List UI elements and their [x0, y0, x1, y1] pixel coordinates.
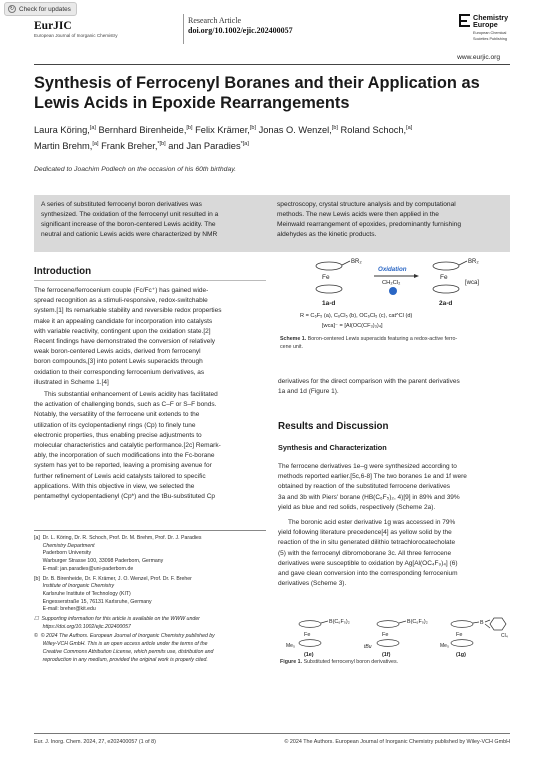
author-line [34, 121, 510, 137]
text-line: The boronic acid ester derivative 1g was accessed in 79% [288, 519, 456, 526]
figure-1-caption [280, 659, 512, 667]
cp-ring-top [433, 262, 459, 270]
wca-label: [wca] [465, 280, 480, 286]
author-name: Roland Schoch, [337, 125, 407, 136]
header-rule [34, 64, 510, 65]
text-line: spread recognition as a stimuli-responsive, redox-switchable [34, 297, 208, 305]
cp-ring-top [316, 262, 342, 270]
text-line: yield as blue and red solids, respectively (Scheme 2a). [278, 503, 436, 511]
footer-copyright: © 2024 The Authors. European Journal of Inorganic Chemistry published by Wiley-VCH GmbH [284, 739, 510, 745]
author-affiliation-mark: *[b] [157, 141, 166, 148]
fe-label: Fe [440, 274, 448, 281]
affiliation-block [34, 576, 274, 615]
text-line: 1a and 1d (Figure 1). [278, 388, 339, 396]
author-name: and Jan Paradies [165, 141, 241, 152]
affiliation-line: https://doi.org/10.1002/ejic.202400057 [34, 623, 131, 630]
arrow-head [414, 274, 419, 278]
affiliation-line: Chemistry Department [34, 542, 95, 549]
affiliation-line: © © 2024 The Authors. European Journal of Inorganic Chemistry published by [34, 633, 215, 640]
fe-label: Fe [322, 274, 330, 281]
affiliation-rule [34, 530, 266, 531]
scheme-caption-text: cene unit. [280, 343, 303, 350]
molecule-1e [286, 619, 350, 657]
journal-abbrev: EurJIC [34, 20, 72, 32]
compound-label-right: 2a-d [439, 300, 453, 307]
text-line: (5) with the ferrocenyl dibromoborane 3c. All three ferrocene [278, 549, 452, 557]
figure-1-caption-label: Figure 1. [280, 659, 303, 665]
molecule-1f [364, 619, 428, 657]
text-line: 3a and 3b with Piers' borane (HB(C₆F₅)₂, 4)[9] in 89% and 39% [278, 493, 460, 501]
affiliation-line: Karlsruhe Institute of Technology (KIT) [34, 590, 131, 597]
author-affiliation-mark: [a] [406, 125, 413, 131]
results-paragraph-1 [278, 462, 510, 513]
cl4-label: Cl₄ [501, 633, 508, 639]
scheme-1-graphic [286, 254, 510, 342]
text-line: derivatives (Scheme 3). [278, 580, 347, 588]
text-line: derivatives were susceptible to oxidation by Ag[Al(OC₄F₉)₄] (6) [278, 559, 458, 567]
affiliation-block [34, 616, 274, 631]
electron-icon [389, 287, 397, 295]
author-name: Felix Krämer, [192, 125, 250, 136]
article-title [34, 74, 510, 113]
label-1f: (1f) [382, 652, 391, 657]
text-line: system.[1] Its remarkable stability and reversible redox properties [34, 307, 222, 315]
text-line: Notably, the versatility of the ferrocene unit extends to the [34, 411, 200, 419]
affiliation-block [34, 535, 274, 574]
affiliation-block [34, 633, 274, 664]
affiliation-line: [a] Dr. L. Köring, Dr. R. Schoch, Prof. Dr. M. Brehm, Prof. Dr. J. Paradies [34, 535, 202, 541]
publisher-name-line2: Europe [473, 20, 498, 30]
affiliation-line: Wiley-VCH GmbH. This is an open access article under the terms of the [34, 641, 208, 648]
text-line: yield following literature precedence[4] as yellow solid by the [278, 529, 452, 537]
r-group-line: R = C₆F₅ (a), C₆Cl₅ (b), OC₆Cl₅ (c), cat^Cl (d) [300, 313, 413, 319]
affiliation-line: reproduction in any medium, provided the original work is properly cited. [34, 656, 208, 663]
compound-label-left: 1a-d [322, 300, 336, 307]
abstract-line: neutral and cationic Lewis acids were characterized by NMR [41, 231, 218, 239]
publisher-name-line1: Chemistry [473, 13, 509, 22]
title-line: Synthesis of Ferrocenyl Boranes and their Application as [34, 74, 480, 92]
intro-paragraph-1 [34, 286, 266, 388]
author-name: Martin Brehm, [34, 141, 93, 152]
abstract-line: A series of substituted ferrocenyl boron derivatives was [41, 201, 202, 208]
text-line: molecular characteristics and catalytic performance.[2c] Remark- [34, 442, 221, 450]
label-1e: (1e) [304, 652, 314, 657]
article-doi-link[interactable]: doi.org/10.1002/ejic.202400057 [188, 26, 293, 35]
text-line: reaction of the in situ generated dilithio tetrachlorocatecholate [278, 539, 456, 547]
abstract-line: synthesized. The oxidation of the ferrocenyl unit resulted in a [41, 211, 219, 219]
boron-label: B [480, 620, 484, 626]
figure-1 [280, 617, 512, 671]
dedication: Dedicated to Joachim Podlech on the occasion of his 60th birthday. [34, 166, 237, 173]
chemistry-europe-icon [459, 14, 470, 27]
br2-label: BR₂ [351, 259, 362, 265]
scheme-1 [280, 254, 510, 372]
affiliation-line: Warburger Strasse 100, 33098 Paderborn, Germany [34, 558, 164, 565]
text-line: applications. With this objective in view, we selected the [34, 482, 195, 490]
affiliation-line: E-mail: breher@kit.edu [34, 606, 96, 613]
results-paragraph-2 [278, 518, 510, 589]
figure-1-caption-text: Substituted ferrocenyl boron derivatives. [303, 659, 399, 665]
text-line: and gave clean conversion into the corresponding ferrocenium [278, 570, 458, 578]
author-affiliation-mark: [a] [89, 125, 96, 131]
footer-citation: Eur. J. Inorg. Chem. 2024, 27, e202400057 (1 of 8) [34, 739, 156, 745]
fe-label: Fe [304, 632, 311, 638]
figure-1-graphic [280, 617, 512, 657]
text-line: further refinement of Lewis acid catalysts tailored to specific [34, 472, 206, 480]
affiliation-line: ☐ Supporting information for this article is available on the WWW under [34, 616, 200, 623]
intro-paragraph-2 [34, 390, 266, 502]
author-list [34, 121, 510, 153]
text-line: pentamethyl cyclopentadienyl (Cp*) and the tBu-substituted Cp [34, 493, 216, 501]
text-line: derivatives for the direct comparison with the parent derivatives [278, 378, 460, 385]
check-updates-label: Check for updates [19, 5, 71, 13]
abstract-line: Meinwald rearrangement of epoxides, predominantly furnishing [277, 221, 461, 229]
cp-ring-bottom [316, 285, 342, 293]
footer-rule [34, 733, 510, 734]
text-line: boron compounds,[3] into potent Lewis superacids through [34, 358, 203, 366]
abstract-box [34, 195, 510, 252]
wca-definition: [wca]⁻ = [Al(OC(CF₃)₃)₄] [322, 323, 383, 329]
publisher-sub-line1: European Chemical [473, 30, 507, 35]
label-1g: (1g) [456, 652, 466, 657]
results-heading: Results and Discussion [278, 421, 389, 432]
author-line [34, 137, 510, 153]
publisher-logo [459, 14, 508, 42]
text-line: The ferrocene derivatives 1e–g were synthesized according to [278, 463, 457, 470]
me5-label: Me₅ [286, 643, 295, 649]
journal-full-name: European Journal of Inorganic Chemistry [34, 33, 118, 38]
introduction-heading: Introduction [34, 266, 92, 277]
abstract-left-column [41, 200, 267, 240]
text-line: ably, the incorporation of such modifications into the Fc-borane [34, 452, 215, 460]
author-affiliation-mark: [a] [92, 141, 99, 148]
abstract-line: aldehydes as the kinetic products. [277, 231, 377, 239]
right-paragraph-continued [278, 377, 510, 397]
author-name: Jonas O. Wenzel, [256, 125, 332, 136]
header-divider [183, 14, 184, 44]
abstract-line: significant increase of the boron-centered Lewis acidity. The [41, 221, 216, 229]
text-line: methods reported earlier.[5c,6-8] The two boranes 1e and 1f were [278, 473, 467, 481]
affiliation-line: Creative Commons Attribution License, which permits use, distribution and [34, 648, 214, 655]
molecule-1g [440, 618, 508, 657]
b-c6f5-label: B(C₆F₅)₂ [329, 619, 350, 625]
text-line: This substantial enhancement of Lewis acidity has facilitated [44, 391, 218, 398]
affiliations [34, 535, 274, 666]
tbu-label: tBu [364, 644, 372, 650]
journal-brand [34, 20, 118, 38]
solvent-label: CH₂Cl₂ [382, 280, 401, 286]
text-line: weak boron-centered Lewis acids, derived from ferrocenyl [34, 348, 201, 356]
author-affiliation-mark: *[a] [240, 141, 249, 148]
scheme-caption-label: Scheme 1. [280, 336, 308, 342]
author-name: Laura Köring, [34, 125, 90, 136]
check-for-updates-button[interactable] [4, 2, 77, 16]
abstract-line: methods. The new Lewis acids were then applied in the [277, 211, 439, 219]
article-info [188, 16, 293, 35]
article-type: Research Article [188, 16, 242, 25]
author-affiliation-mark: [b] [186, 125, 193, 131]
text-line: utilization of its cyclopentadienyl rings (Cp) to finely tune [34, 421, 196, 429]
br2-label: BR₂ [468, 259, 479, 265]
abstract-right-column [277, 200, 503, 240]
affiliation-line: [b] Dr. B. Birenheide, Dr. F. Krämer, J. O. Wenzel, Prof. Dr. F. Breher [34, 575, 192, 582]
catechol-ring [490, 618, 506, 630]
text-line: with variable reactivity, contingent upon the oxidation state.[2] [34, 327, 211, 335]
text-line: Recent findings have demonstrated the conversion of relatively [34, 338, 216, 346]
author-name: Bernhard Birenheide, [95, 125, 187, 136]
scheme-1-caption [280, 336, 512, 351]
cp-ring-bottom [433, 285, 459, 293]
fe-label: Fe [456, 632, 463, 638]
text-line: obtained by reaction of the substituted ferrocene derivatives [278, 483, 450, 491]
abstract-line: spectroscopy, crystal structure analysis and by computational [277, 201, 456, 208]
text-line: electronic properties, thus enabling precise adjustments to [34, 431, 202, 439]
affiliation-line: Institute of Inorganic Chemistry [34, 583, 115, 590]
fe-label: Fe [382, 632, 389, 638]
boron-bond [459, 261, 467, 265]
text-line: The ferrocene/ferrocenium couple (Fc/Fc⁺) has gained wide- [34, 287, 209, 294]
text-line: make it an appealing candidate for incorporation into catalysts [34, 317, 213, 325]
scheme-caption-text: Boron-centered Lewis superacids featuring a redox-active ferro- [307, 336, 458, 342]
oxidation-label: Oxidation [378, 266, 407, 273]
author-affiliation-mark: [b] [331, 125, 338, 131]
section-rule [34, 280, 266, 281]
publisher-sub-line2: Societies Publishing [473, 37, 507, 42]
text-line: system has yet to be reported, leaving a promising avenue for [34, 462, 212, 470]
text-line: the activation of challenging bonds, such as C–F or S–F bonds. [34, 401, 217, 409]
author-affiliation-mark: [b] [249, 125, 256, 131]
refresh-icon: ↻ [9, 6, 15, 12]
text-line: illustrated in Scheme 1.[4] [34, 378, 109, 386]
synthesis-subheading: Synthesis and Characterization [278, 443, 387, 452]
me5-label: Me₅ [440, 643, 449, 649]
title-line: Lewis Acids in Epoxide Rearrangements [34, 93, 350, 112]
journal-url-link[interactable]: www.eurjic.org [457, 54, 500, 61]
affiliation-line: Paderborn University [34, 550, 92, 557]
b-c6f5-label: B(C₆F₅)₂ [407, 619, 428, 625]
author-name: Frank Breher, [98, 141, 158, 152]
text-line: oxidation to their corresponding ferrocenium derivatives, as [34, 368, 205, 376]
affiliation-line: E-mail: jan.paradies@uni-paderborn.de [34, 565, 134, 572]
affiliation-line: Engesserstraße 15, 76131 Karlsruhe, Germany [34, 598, 152, 605]
boron-bond [342, 261, 350, 265]
